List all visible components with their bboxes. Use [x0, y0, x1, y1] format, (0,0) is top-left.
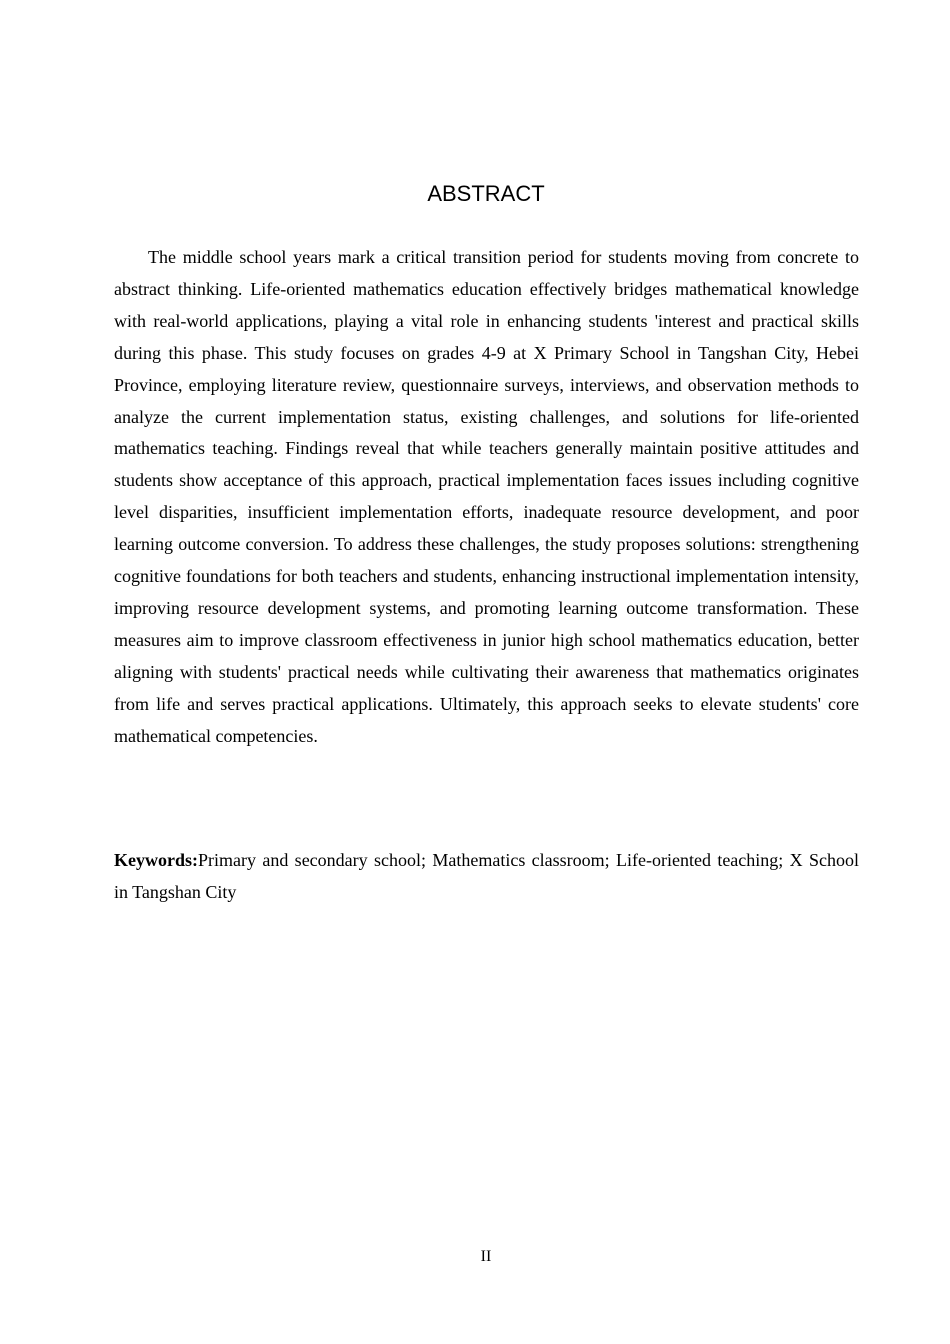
keywords-label: Keywords:: [114, 850, 198, 870]
abstract-body: The middle school years mark a critical transition period for students moving from concrete to abstract thinking. Life-oriented mathematics education effectively bridges mathematical knowledge with real-world applications, playing a vital role in enhancing students 'interest and practical skills during this phase. This study focuses on grades 4-9 at X Primary School in Tangshan City, Hebei Province, employing literature review, questionnaire surveys, interviews, and observation methods to analyze the current implementation status, existing challenges, and solutions for life-oriented mathematics teaching. Findings reveal that while teachers generally maintain positive attitudes and students show acceptance of this approach, practical implementation faces issues including cognitive level disparities, insufficient implementation efforts, inadequate resource development, and poor learning outcome conversion. To address these challenges, the study proposes solutions: strengthening cognitive foundations for both teachers and students, enhancing instructional implementation intensity, improving resource development systems, and promoting learning outcome transformation. These measures aim to improve classroom effectiveness in junior high school mathematics education, better aligning with students' practical needs while cultivating their awareness that mathematics originates from life and serves practical applications. Ultimately, this approach seeks to elevate students' core mathematical competencies.: [114, 247, 859, 746]
abstract-title: ABSTRACT: [427, 181, 545, 206]
keywords-paragraph: [114, 845, 859, 909]
keywords-text: Primary and secondary school; Mathematics classroom; Life-oriented teaching; X School in Tangshan City: [114, 850, 859, 902]
page-number: II: [480, 1248, 492, 1265]
